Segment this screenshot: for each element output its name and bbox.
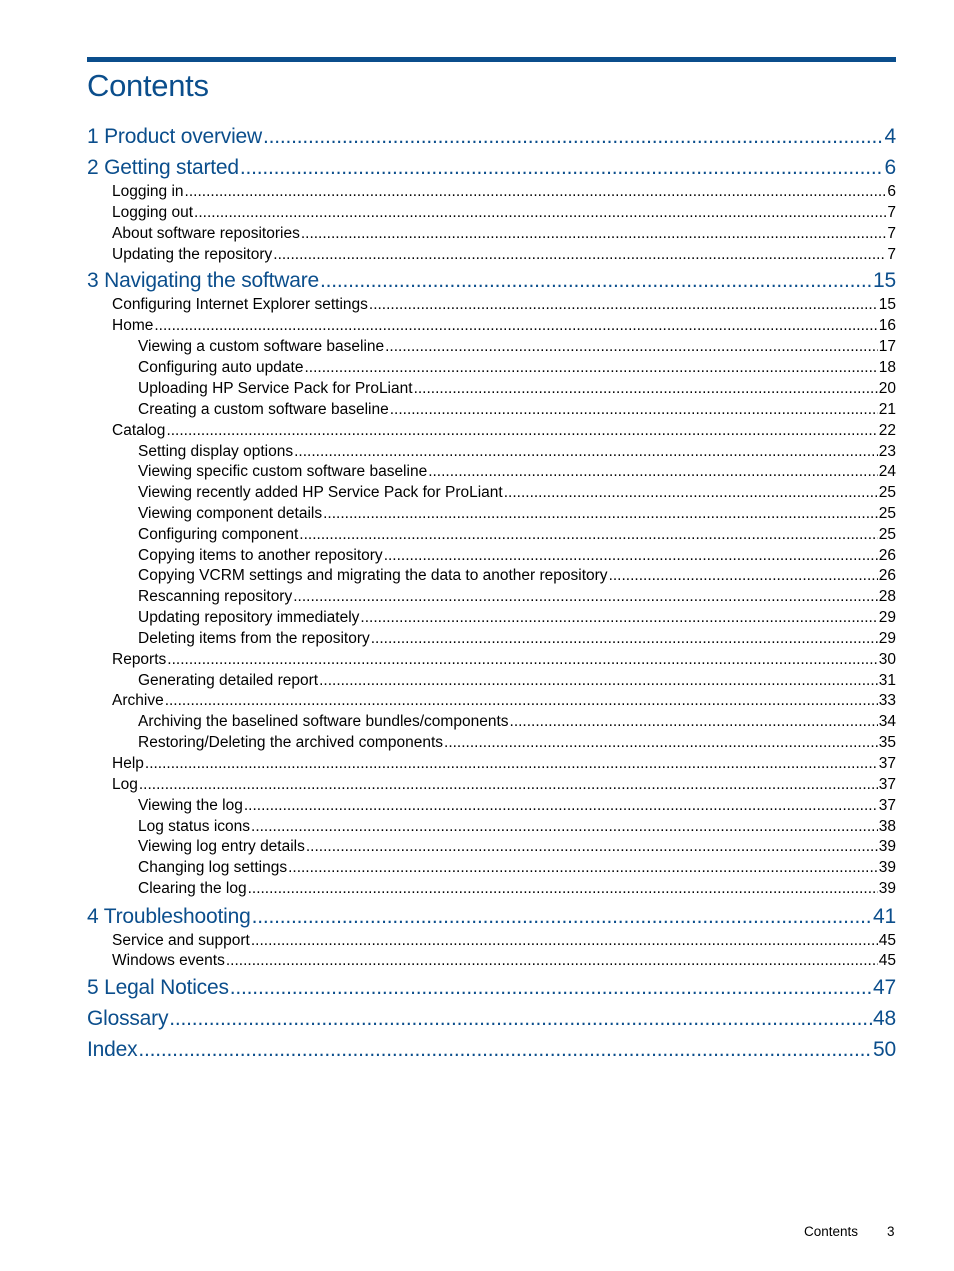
toc-dot-leader bbox=[230, 974, 872, 1002]
toc-entry-label: 3 Navigating the software bbox=[87, 269, 319, 292]
toc-entry-page-number: 50 bbox=[873, 1038, 896, 1061]
toc-entry-label: 2 Getting started bbox=[87, 156, 239, 179]
toc-subsection-entry[interactable] bbox=[138, 565, 896, 586]
toc-entry-page-number: 15 bbox=[873, 269, 896, 292]
toc-subsection-entry[interactable] bbox=[138, 816, 896, 837]
toc-subsection-entry[interactable] bbox=[138, 503, 896, 524]
toc-dot-leader bbox=[169, 1005, 872, 1033]
toc-entry-label: Archiving the baselined software bundles/components bbox=[138, 713, 509, 730]
toc-dot-leader bbox=[185, 181, 887, 202]
toc-entry-page-number: 25 bbox=[878, 484, 896, 501]
toc-subsection-entry[interactable] bbox=[138, 628, 896, 649]
toc-entry-page-number: 15 bbox=[878, 296, 896, 313]
toc-subsection-entry[interactable] bbox=[138, 607, 896, 628]
toc-entry-label: Viewing log entry details bbox=[138, 838, 305, 855]
toc-dot-leader bbox=[299, 524, 877, 545]
toc-chapter-entry[interactable] bbox=[87, 1005, 896, 1033]
toc-entry-page-number: 30 bbox=[878, 651, 896, 668]
toc-subsection-entry[interactable] bbox=[138, 732, 896, 753]
toc-dot-leader bbox=[226, 950, 878, 971]
toc-dot-leader bbox=[154, 315, 877, 336]
toc-subsection-entry[interactable] bbox=[138, 378, 896, 399]
toc-dot-leader bbox=[510, 711, 878, 732]
toc-entry-page-number: 6 bbox=[887, 183, 896, 200]
toc-section-entry[interactable] bbox=[112, 181, 896, 202]
toc-dot-leader bbox=[165, 690, 878, 711]
toc-subsection-entry[interactable] bbox=[138, 586, 896, 607]
toc-entry-page-number: 7 bbox=[887, 225, 896, 242]
toc-entry-page-number: 18 bbox=[878, 359, 896, 376]
toc-entry-label: Configuring auto update bbox=[138, 359, 304, 376]
toc-entry-label: Viewing specific custom software baseline bbox=[138, 463, 428, 480]
toc-dot-leader bbox=[301, 223, 887, 244]
toc-subsection-entry[interactable] bbox=[138, 524, 896, 545]
toc-section-entry[interactable] bbox=[112, 930, 896, 951]
toc-dot-leader bbox=[139, 774, 878, 795]
toc-dot-leader bbox=[385, 336, 878, 357]
toc-entry-page-number: 24 bbox=[878, 463, 896, 480]
toc-entry-label: About software repositories bbox=[112, 225, 300, 242]
toc-entry-label: Log bbox=[112, 776, 138, 793]
toc-entry-label: Rescanning repository bbox=[138, 588, 293, 605]
toc-entry-label: Logging in bbox=[112, 183, 184, 200]
toc-subsection-entry[interactable] bbox=[138, 711, 896, 732]
toc-entry-label: Viewing the log bbox=[138, 797, 243, 814]
toc-section-entry[interactable] bbox=[112, 223, 896, 244]
toc-dot-leader bbox=[273, 244, 886, 265]
toc-chapter-entry[interactable] bbox=[87, 903, 896, 931]
toc-dot-leader bbox=[293, 586, 878, 607]
toc-entry-label: Uploading HP Service Pack for ProLiant bbox=[138, 380, 413, 397]
toc-entry-label: Restoring/Deleting the archived components bbox=[138, 734, 444, 751]
toc-entry-page-number: 21 bbox=[878, 401, 896, 418]
toc-dot-leader bbox=[166, 420, 877, 441]
toc-entry-page-number: 4 bbox=[884, 125, 896, 148]
toc-dot-leader bbox=[304, 357, 877, 378]
toc-entry-label: 1 Product overview bbox=[87, 125, 262, 148]
toc-subsection-entry[interactable] bbox=[138, 878, 896, 899]
toc-entry-page-number: 17 bbox=[878, 338, 896, 355]
toc-chapter-entry[interactable] bbox=[87, 154, 896, 182]
footer-page-number: 3 bbox=[887, 1224, 895, 1239]
toc-entry-label: 5 Legal Notices bbox=[87, 976, 229, 999]
toc-subsection-entry[interactable] bbox=[138, 795, 896, 816]
toc-section-entry[interactable] bbox=[112, 690, 896, 711]
toc-dot-leader bbox=[306, 836, 878, 857]
toc-dot-leader bbox=[390, 399, 878, 420]
toc-entry-label: Viewing recently added HP Service Pack for ProLiant bbox=[138, 484, 503, 501]
toc-dot-leader bbox=[194, 202, 886, 223]
footer-section-label: Contents bbox=[804, 1224, 859, 1239]
toc-chapter-entry[interactable] bbox=[87, 1036, 896, 1064]
toc-entry-label: Copying VCRM settings and migrating the data to another repository bbox=[138, 567, 608, 584]
toc-subsection-entry[interactable] bbox=[138, 336, 896, 357]
toc-dot-leader bbox=[319, 670, 878, 691]
toc-entry-label: Generating detailed report bbox=[138, 672, 319, 689]
toc-entry-page-number: 22 bbox=[878, 422, 896, 439]
toc-entry-label: Configuring component bbox=[138, 526, 299, 543]
toc-chapter-entry[interactable] bbox=[87, 123, 896, 151]
toc-dot-leader bbox=[138, 1036, 872, 1064]
toc-entry-page-number: 26 bbox=[878, 547, 896, 564]
toc-entry-page-number: 38 bbox=[878, 818, 896, 835]
toc-dot-leader bbox=[244, 795, 878, 816]
toc-entry-label: Service and support bbox=[112, 932, 250, 949]
toc-entry-label: Configuring Internet Explorer settings bbox=[112, 296, 368, 313]
toc-entry-label: Updating the repository bbox=[112, 246, 273, 263]
toc-dot-leader bbox=[294, 441, 878, 462]
toc-entry-page-number: 41 bbox=[873, 905, 896, 928]
toc-section-entry[interactable] bbox=[112, 244, 896, 265]
toc-entry-page-number: 6 bbox=[884, 156, 896, 179]
toc-subsection-entry[interactable] bbox=[138, 545, 896, 566]
toc-entry-page-number: 37 bbox=[878, 755, 896, 772]
toc-section-entry[interactable] bbox=[112, 649, 896, 670]
toc-entry-label: Glossary bbox=[87, 1007, 169, 1030]
toc-entry-label: Clearing the log bbox=[138, 880, 247, 897]
toc-entry-label: 4 Troubleshooting bbox=[87, 905, 251, 928]
toc-dot-leader bbox=[251, 816, 878, 837]
toc-dot-leader bbox=[263, 123, 884, 151]
toc-dot-leader bbox=[323, 503, 878, 524]
toc-entry-label: Creating a custom software baseline bbox=[138, 401, 389, 418]
toc-entry-label: Logging out bbox=[112, 204, 194, 221]
toc-entry-page-number: 25 bbox=[878, 505, 896, 522]
toc-entry-page-number: 29 bbox=[878, 609, 896, 626]
toc-entry-page-number: 45 bbox=[878, 952, 896, 969]
toc-entry-page-number: 37 bbox=[878, 776, 896, 793]
toc-entry-page-number: 20 bbox=[878, 380, 896, 397]
toc-entry-label: Reports bbox=[112, 651, 167, 668]
toc-subsection-entry[interactable] bbox=[138, 399, 896, 420]
toc-section-entry[interactable] bbox=[112, 202, 896, 223]
toc-entry-label: Index bbox=[87, 1038, 138, 1061]
toc-entry-page-number: 28 bbox=[878, 588, 896, 605]
toc-section-entry[interactable] bbox=[112, 420, 896, 441]
toc-dot-leader bbox=[248, 878, 878, 899]
toc-section-entry[interactable] bbox=[112, 753, 896, 774]
toc-dot-leader bbox=[240, 154, 884, 182]
toc-dot-leader bbox=[371, 628, 878, 649]
toc-dot-leader bbox=[384, 545, 878, 566]
toc-subsection-entry[interactable] bbox=[138, 482, 896, 503]
toc-subsection-entry[interactable] bbox=[138, 670, 896, 691]
toc-chapter-entry[interactable] bbox=[87, 267, 896, 295]
toc-section-entry[interactable] bbox=[112, 294, 896, 315]
toc-entry-page-number: 37 bbox=[878, 797, 896, 814]
toc-dot-leader bbox=[288, 857, 878, 878]
toc-entry-label: Viewing component details bbox=[138, 505, 323, 522]
toc-dot-leader bbox=[444, 732, 878, 753]
toc-dot-leader bbox=[320, 267, 872, 295]
toc-entry-label: Deleting items from the repository bbox=[138, 630, 370, 647]
toc-entry-page-number: 23 bbox=[878, 443, 896, 460]
toc-chapter-entry[interactable] bbox=[87, 974, 896, 1002]
toc-section-entry[interactable] bbox=[112, 950, 896, 971]
toc-entry-page-number: 45 bbox=[878, 932, 896, 949]
toc-subsection-entry[interactable] bbox=[138, 441, 896, 462]
toc-entry-label: Home bbox=[112, 317, 154, 334]
toc-dot-leader bbox=[609, 565, 878, 586]
toc-dot-leader bbox=[251, 930, 878, 951]
toc-entry-page-number: 31 bbox=[878, 672, 896, 689]
toc-entry-page-number: 39 bbox=[878, 859, 896, 876]
toc-dot-leader bbox=[504, 482, 878, 503]
toc-dot-leader bbox=[360, 607, 877, 628]
toc-entry-label: Setting display options bbox=[138, 443, 294, 460]
page-title: Contents bbox=[87, 68, 209, 103]
toc-dot-leader bbox=[252, 903, 872, 931]
toc-entry-label: Archive bbox=[112, 692, 164, 709]
toc-entry-page-number: 33 bbox=[878, 692, 896, 709]
toc-entry-page-number: 34 bbox=[878, 713, 896, 730]
toc-entry-label: Copying items to another repository bbox=[138, 547, 383, 564]
toc-entry-page-number: 39 bbox=[878, 880, 896, 897]
toc-entry-label: Log status icons bbox=[138, 818, 251, 835]
toc-entry-page-number: 47 bbox=[873, 976, 896, 999]
toc-entry-page-number: 39 bbox=[878, 838, 896, 855]
toc-entry-page-number: 29 bbox=[878, 630, 896, 647]
toc-entry-page-number: 7 bbox=[887, 204, 896, 221]
toc-subsection-entry[interactable] bbox=[138, 461, 896, 482]
toc-entry-label: Windows events bbox=[112, 952, 225, 969]
toc-entry-label: Catalog bbox=[112, 422, 166, 439]
toc-entry-label: Changing log settings bbox=[138, 859, 288, 876]
toc-entry-label: Updating repository immediately bbox=[138, 609, 360, 626]
toc-dot-leader bbox=[428, 461, 878, 482]
toc-entry-page-number: 7 bbox=[887, 246, 896, 263]
toc-section-entry[interactable] bbox=[112, 315, 896, 336]
toc-dot-leader bbox=[145, 753, 878, 774]
toc-entry-page-number: 35 bbox=[878, 734, 896, 751]
toc-subsection-entry[interactable] bbox=[138, 357, 896, 378]
toc-entry-label: Help bbox=[112, 755, 144, 772]
toc-entry-page-number: 25 bbox=[878, 526, 896, 543]
toc-entry-page-number: 26 bbox=[878, 567, 896, 584]
toc-dot-leader bbox=[369, 294, 878, 315]
toc-dot-leader bbox=[167, 649, 877, 670]
toc-subsection-entry[interactable] bbox=[138, 836, 896, 857]
toc-entry-page-number: 16 bbox=[878, 317, 896, 334]
toc-entry-page-number: 48 bbox=[873, 1007, 896, 1030]
toc-section-entry[interactable] bbox=[112, 774, 896, 795]
toc-dot-leader bbox=[414, 378, 878, 399]
toc-entry-label: Viewing a custom software baseline bbox=[138, 338, 385, 355]
toc-subsection-entry[interactable] bbox=[138, 857, 896, 878]
